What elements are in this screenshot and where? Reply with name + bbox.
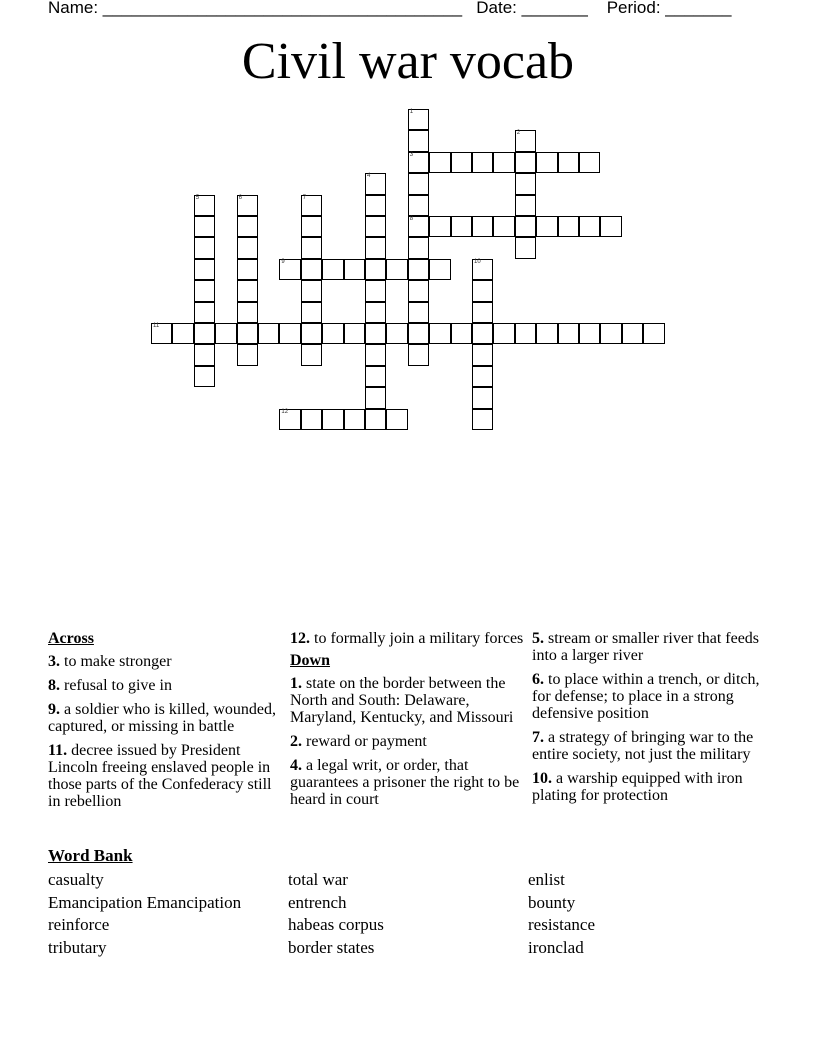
grid-cell[interactable] xyxy=(365,387,386,408)
grid-cell[interactable] xyxy=(151,323,172,344)
word-bank-term: Emancipation Emancipation xyxy=(48,892,242,912)
across-heading: Across xyxy=(48,630,94,647)
grid-cell[interactable] xyxy=(365,366,386,387)
clue-number: 2 xyxy=(516,130,521,137)
grid-cell[interactable] xyxy=(386,323,407,344)
grid-cell[interactable] xyxy=(365,195,386,216)
clue-text: decree issued by President Lincoln freeing enslaved people in those parts of the Confederacy still in rebellion xyxy=(48,742,272,810)
grid-cell[interactable] xyxy=(451,216,472,237)
clue-number-label: 5. xyxy=(532,630,544,647)
grid-cell[interactable] xyxy=(429,259,450,280)
grid-cell[interactable] xyxy=(408,173,429,194)
clue-number-label: 8. xyxy=(48,677,60,694)
grid-cell[interactable] xyxy=(515,237,536,258)
grid-cell[interactable] xyxy=(301,259,322,280)
grid-cell[interactable] xyxy=(408,109,429,130)
clue-text: to formally join a military forces xyxy=(310,630,524,647)
clue-text: state on the border between the North and South: Delaware, Maryland, Kentucky, and Missouri xyxy=(290,675,514,726)
clue-text: reward or payment xyxy=(302,733,427,750)
grid-cell[interactable] xyxy=(579,152,600,173)
worksheet-header xyxy=(48,0,731,18)
clue-number-label: 4. xyxy=(290,757,302,774)
grid-cell[interactable] xyxy=(386,409,407,430)
grid-cell[interactable] xyxy=(194,323,215,344)
grid-cell[interactable] xyxy=(194,195,215,216)
clue-number: 4 xyxy=(367,173,371,180)
clue-number-label: 12. xyxy=(290,630,310,647)
grid-cell[interactable] xyxy=(344,409,365,430)
grid-cell[interactable] xyxy=(408,195,429,216)
grid-cell[interactable] xyxy=(365,216,386,237)
grid-cell[interactable] xyxy=(194,366,215,387)
clue-item xyxy=(532,729,764,763)
word-bank-term: ironclad xyxy=(528,937,584,957)
grid-cell[interactable] xyxy=(344,323,365,344)
grid-cell[interactable] xyxy=(194,216,215,237)
word-bank-term: casualty xyxy=(48,870,104,889)
grid-cell[interactable] xyxy=(365,173,386,194)
clue-number: 8 xyxy=(409,216,414,222)
grid-cell[interactable] xyxy=(258,323,279,344)
grid-cell[interactable] xyxy=(365,344,386,365)
grid-cell[interactable] xyxy=(408,216,429,237)
word-bank-term: resistance xyxy=(528,915,596,934)
grid-cell[interactable] xyxy=(579,216,600,237)
grid-cell[interactable] xyxy=(237,195,258,216)
grid-cell[interactable] xyxy=(472,366,493,387)
word-bank-term: enlist xyxy=(528,870,565,889)
clue-text: to make stronger xyxy=(60,653,172,670)
grid-cell[interactable] xyxy=(408,344,429,365)
clue-number-label: 9. xyxy=(48,701,60,718)
word-bank-heading: Word Bank xyxy=(48,846,133,865)
page-title: Civil war vocab xyxy=(241,33,575,90)
clues-column-1 xyxy=(48,630,284,817)
clue-item xyxy=(290,757,526,808)
grid-cell[interactable] xyxy=(643,323,664,344)
grid-cell[interactable] xyxy=(301,409,322,430)
word-bank-term: reinforce xyxy=(48,915,110,934)
grid-cell[interactable] xyxy=(365,302,386,323)
grid-cell[interactable] xyxy=(279,259,300,280)
word-bank-column-3 xyxy=(528,869,595,959)
clue-item xyxy=(290,733,526,750)
grid-cell[interactable] xyxy=(472,259,493,280)
grid-cell[interactable] xyxy=(472,152,493,173)
clue-number-label: 2. xyxy=(290,733,302,750)
grid-cell[interactable] xyxy=(215,323,236,344)
grid-cell[interactable] xyxy=(472,409,493,430)
grid-cell[interactable] xyxy=(365,280,386,301)
clue-text: refusal to give in xyxy=(60,677,172,694)
clue-item xyxy=(48,677,284,694)
grid-cell[interactable] xyxy=(344,259,365,280)
grid-cell[interactable] xyxy=(558,216,579,237)
grid-cell[interactable] xyxy=(301,195,322,216)
grid-cell[interactable] xyxy=(515,152,536,173)
clue-item xyxy=(48,653,284,670)
clues-column-2 xyxy=(290,630,526,815)
grid-cell[interactable] xyxy=(536,323,557,344)
grid-cell[interactable] xyxy=(600,323,621,344)
grid-cell[interactable] xyxy=(237,237,258,258)
period-field-label: Period: _______ xyxy=(606,0,732,17)
clue-item xyxy=(290,630,526,647)
grid-cell[interactable] xyxy=(237,280,258,301)
clue-number: 12 xyxy=(281,408,289,415)
grid-cell[interactable] xyxy=(194,302,215,323)
grid-cell[interactable] xyxy=(429,152,450,173)
grid-cell[interactable] xyxy=(408,323,429,344)
clue-text: a soldier who is killed, wounded, captured, or missing in battle xyxy=(48,701,276,735)
grid-cell[interactable] xyxy=(472,323,493,344)
grid-cell[interactable] xyxy=(237,302,258,323)
clue-number: 5 xyxy=(195,194,200,201)
clue-number: 7 xyxy=(302,194,307,201)
clue-text: a strategy of bringing war to the entire society, not just the military xyxy=(532,729,754,763)
clue-number: 10 xyxy=(474,258,481,265)
grid-cell[interactable] xyxy=(558,323,579,344)
word-bank-column-2 xyxy=(288,869,384,959)
grid-cell[interactable] xyxy=(493,323,514,344)
grid-cell[interactable] xyxy=(365,259,386,280)
clue-item xyxy=(48,742,284,810)
clue-text: stream or smaller river that feeds into a larger river xyxy=(532,630,760,664)
grid-cell[interactable] xyxy=(408,130,429,151)
grid-cell[interactable] xyxy=(472,280,493,301)
grid-cell[interactable] xyxy=(237,259,258,280)
grid-cell[interactable] xyxy=(408,259,429,280)
grid-cell[interactable] xyxy=(429,216,450,237)
clue-number: 11 xyxy=(153,323,160,329)
grid-cell[interactable] xyxy=(301,280,322,301)
grid-cell[interactable] xyxy=(194,344,215,365)
grid-cell[interactable] xyxy=(408,152,429,173)
grid-cell[interactable] xyxy=(279,323,300,344)
clue-item xyxy=(532,630,764,664)
grid-cell[interactable] xyxy=(536,216,557,237)
grid-cell[interactable] xyxy=(301,302,322,323)
word-bank-term: entrench xyxy=(288,892,347,912)
grid-cell[interactable] xyxy=(301,237,322,258)
grid-cell[interactable] xyxy=(493,216,514,237)
grid-cell[interactable] xyxy=(279,409,300,430)
grid-cell[interactable] xyxy=(194,259,215,280)
grid-cell[interactable] xyxy=(365,237,386,258)
clue-number-label: 3. xyxy=(48,653,60,670)
word-bank-term: bounty xyxy=(528,892,576,912)
grid-cell[interactable] xyxy=(172,323,193,344)
clue-text: a warship equipped with iron plating for protection xyxy=(532,770,743,804)
down-heading: Down xyxy=(290,652,331,669)
grid-cell[interactable] xyxy=(301,344,322,365)
word-bank-term: tributary xyxy=(48,937,107,957)
grid-cell[interactable] xyxy=(194,237,215,258)
word-bank-column-1 xyxy=(48,869,241,959)
clue-number: 6 xyxy=(238,194,242,201)
grid-cell[interactable] xyxy=(515,130,536,151)
grid-cell[interactable] xyxy=(237,323,258,344)
grid-cell[interactable] xyxy=(472,302,493,323)
grid-cell[interactable] xyxy=(515,173,536,194)
grid-cell[interactable] xyxy=(600,216,621,237)
date-field-label: Date: _______ xyxy=(476,0,588,17)
clue-number: 9 xyxy=(281,258,285,265)
grid-cell[interactable] xyxy=(515,195,536,216)
grid-cell[interactable] xyxy=(536,152,557,173)
name-field-label: Name: ______________________________________ xyxy=(48,0,463,17)
grid-cell[interactable] xyxy=(365,409,386,430)
grid-cell[interactable] xyxy=(322,259,343,280)
clue-item xyxy=(532,770,764,804)
grid-cell[interactable] xyxy=(472,216,493,237)
clue-text: to place within a trench, or ditch, for defense; to place in a strong defensive position xyxy=(532,671,760,722)
grid-cell[interactable] xyxy=(515,323,536,344)
word-bank-term: habeas corpus xyxy=(288,915,384,934)
grid-cell[interactable] xyxy=(322,323,343,344)
clue-number-label: 6. xyxy=(532,671,544,688)
grid-cell[interactable] xyxy=(472,344,493,365)
clue-number: 3 xyxy=(409,151,414,158)
grid-cell[interactable] xyxy=(451,152,472,173)
clue-number: 1 xyxy=(409,109,414,115)
grid-cell[interactable] xyxy=(194,280,215,301)
grid-cell[interactable] xyxy=(408,280,429,301)
grid-cell[interactable] xyxy=(386,259,407,280)
grid-cell[interactable] xyxy=(237,344,258,365)
grid-cell[interactable] xyxy=(408,237,429,258)
grid-cell[interactable] xyxy=(408,302,429,323)
grid-cell[interactable] xyxy=(237,216,258,237)
grid-cell[interactable] xyxy=(301,323,322,344)
grid-cell[interactable] xyxy=(451,323,472,344)
grid-cell[interactable] xyxy=(515,216,536,237)
clue-number-label: 1. xyxy=(290,675,302,692)
clue-number-label: 7. xyxy=(532,729,544,746)
grid-cell[interactable] xyxy=(365,323,386,344)
grid-cell[interactable] xyxy=(301,216,322,237)
grid-cell[interactable] xyxy=(579,323,600,344)
clues-column-3 xyxy=(532,630,764,811)
grid-cell[interactable] xyxy=(622,323,643,344)
clue-number-label: 10. xyxy=(532,770,552,787)
clue-text: a legal writ, or order, that guarantees a prisoner the right to be heard in court xyxy=(290,757,520,808)
grid-cell[interactable] xyxy=(472,387,493,408)
clue-item xyxy=(532,671,764,722)
word-bank-term: border states xyxy=(288,937,375,957)
clue-item xyxy=(290,675,526,726)
grid-cell[interactable] xyxy=(558,152,579,173)
grid-cell[interactable] xyxy=(429,323,450,344)
word-bank-term: total war xyxy=(288,870,348,889)
clue-number-label: 11. xyxy=(48,742,68,759)
grid-cell[interactable] xyxy=(493,152,514,173)
grid-cell[interactable] xyxy=(322,409,343,430)
clue-item xyxy=(48,701,284,735)
